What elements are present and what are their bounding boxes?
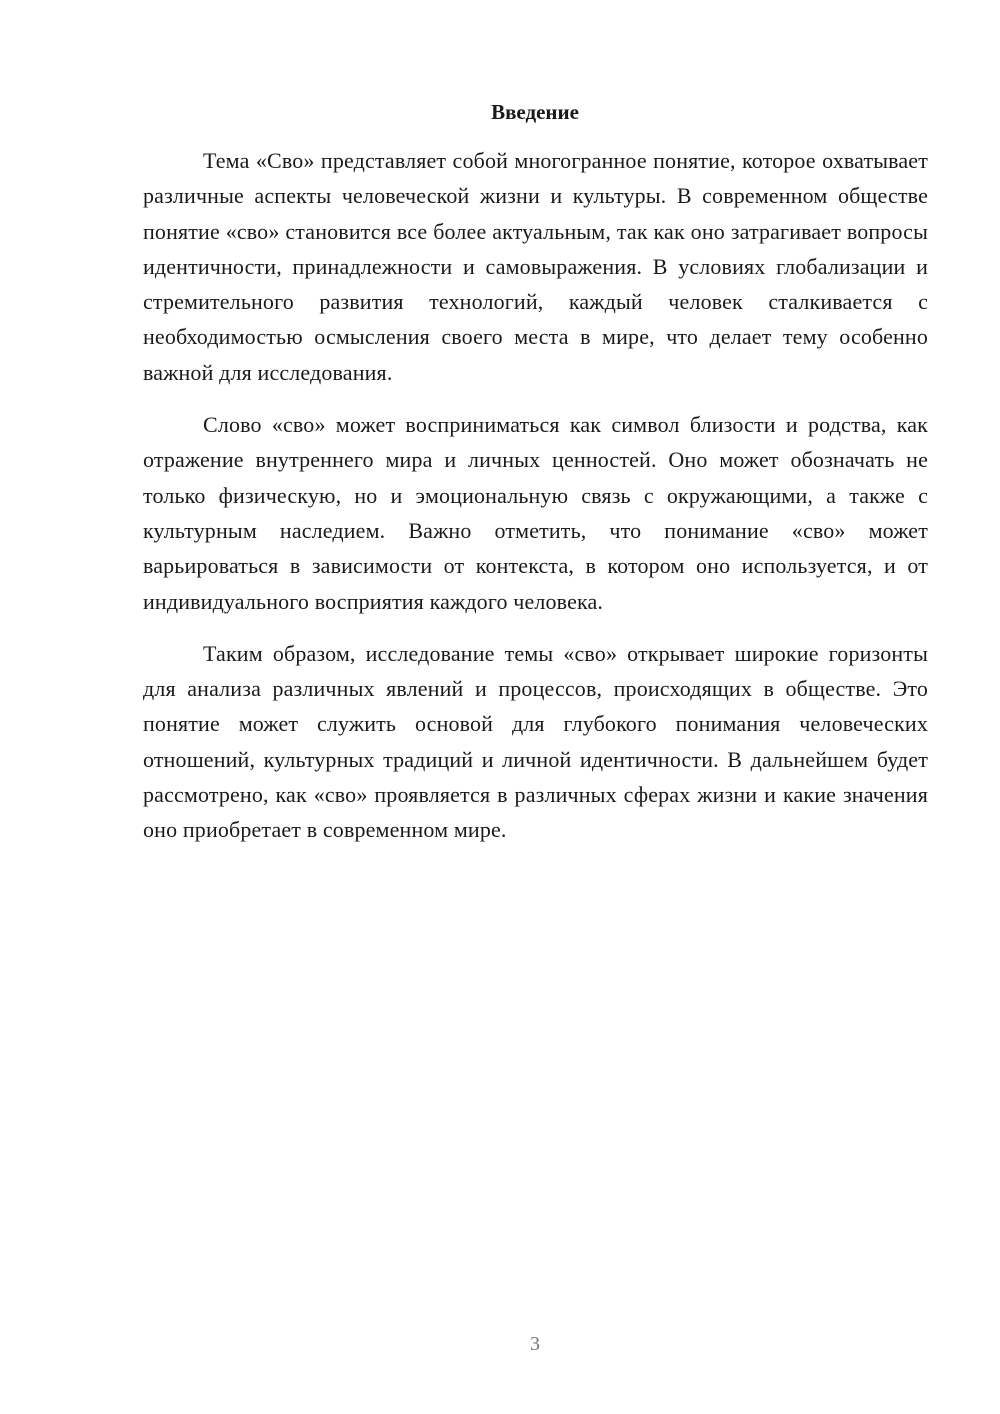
- section-title: Введение: [491, 100, 579, 124]
- paragraph-1: Тема «Сво» представляет собой многогранное понятие, которое охватывает различные аспекты человеческой жизни и культуры. В современном обществе понятие «сво» становится все более актуальным, так как оно затрагивает вопросы идентичности, принадлежности и самовыражения. В условиях глобализации и стремительного развития технологий, каждый человек сталкивается с необходимостью осмысления своего места в мире, что делает тему особенно важной для исследования.: [143, 148, 928, 385]
- page-number: 3: [530, 1333, 540, 1355]
- paragraph-3: Таким образом, исследование темы «сво» открывает широкие горизонты для анализа различных явлений и процессов, происходящих в обществе. Это понятие может служить основой для глубокого понимания человеческих отношений, культурных традиций и личной идентичности. В дальнейшем будет рассмотрено, как «сво» проявляется в различных сферах жизни и какие значения оно приобретает в современном мире.: [143, 640, 928, 843]
- body-text: [143, 143, 928, 865]
- paragraph-2: Слово «сво» может восприниматься как символ близости и родства, как отражение внутреннего мира и личных ценностей. Оно может обозначать не только физическую, но и эмоциональную связь с окружающими, а также с культурным наследием. Важно отметить, что понимание «сво» может варьироваться в зависимости от контекста, в котором оно используется, и от индивидуального восприятия каждого человека.: [143, 412, 928, 614]
